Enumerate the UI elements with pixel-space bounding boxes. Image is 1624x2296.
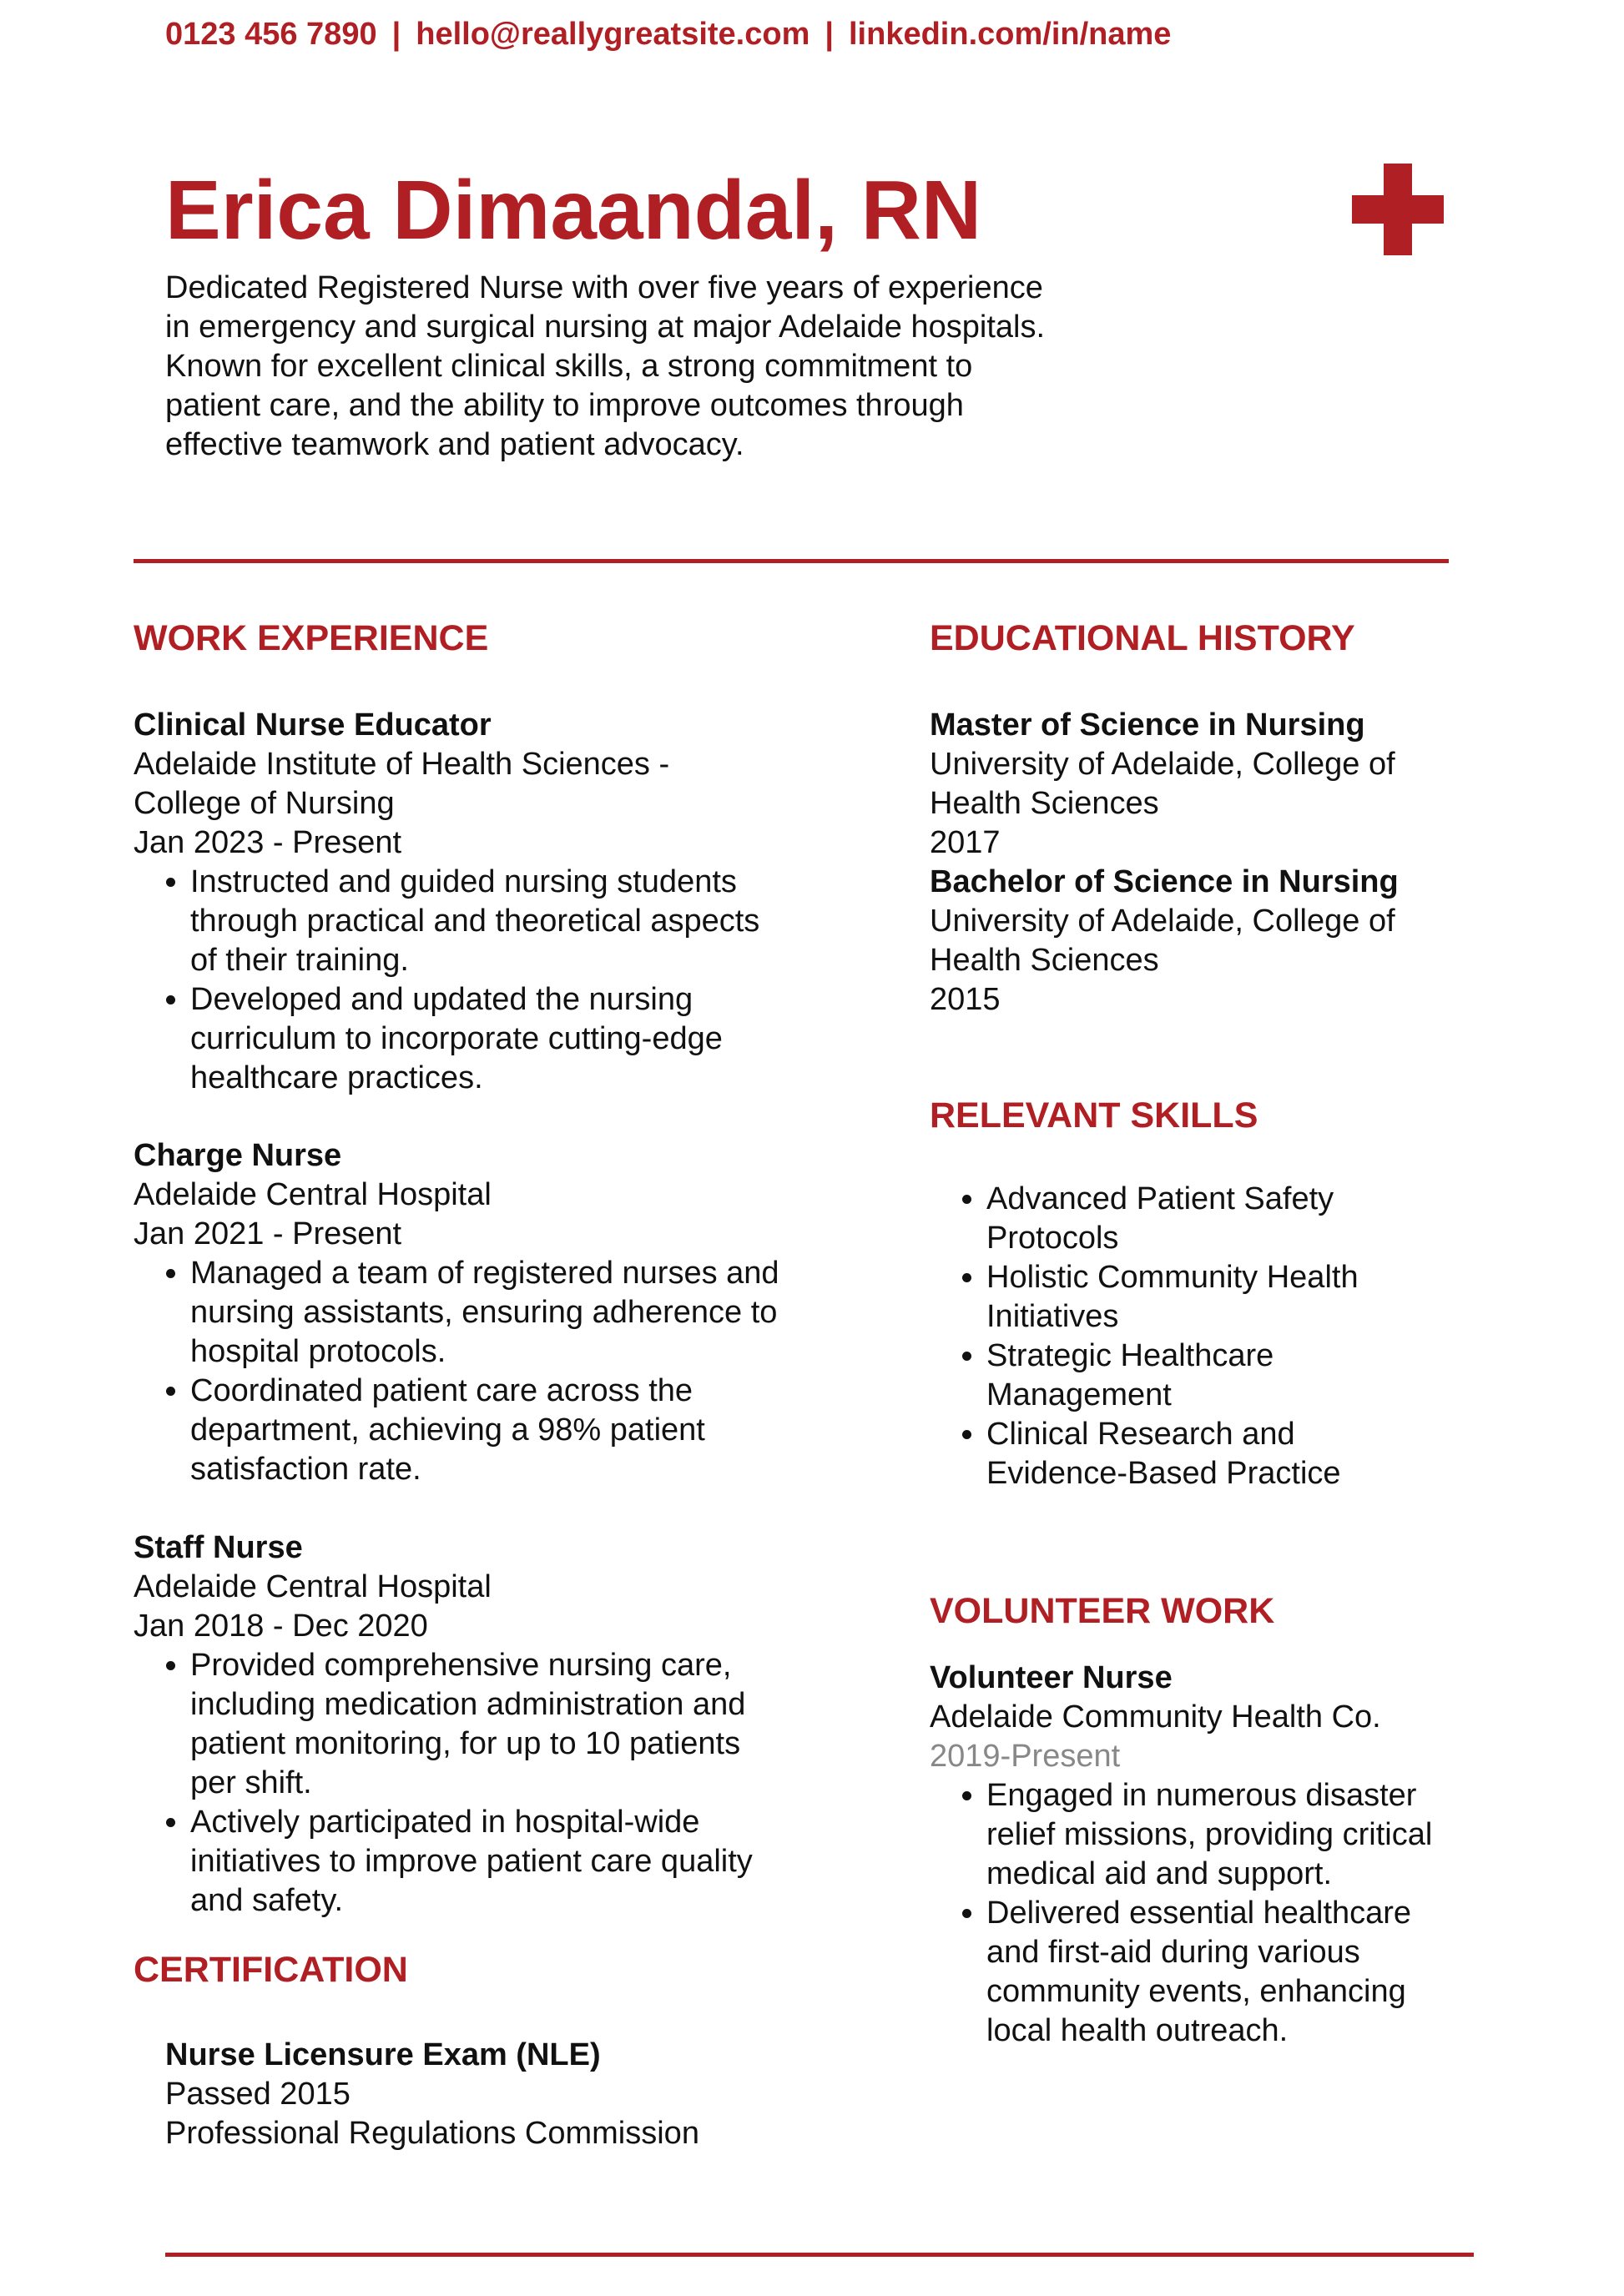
job-bullet-list bbox=[134, 1646, 784, 1921]
volunteer-bullet-list bbox=[930, 1776, 1455, 2051]
job-entry bbox=[134, 1136, 784, 1489]
contact-separator: | bbox=[825, 17, 834, 52]
volunteer-entry bbox=[930, 1659, 1455, 2051]
job-entry bbox=[134, 1528, 784, 1921]
contact-phone[interactable]: 0123 456 7890 bbox=[165, 17, 377, 52]
contact-linkedin[interactable]: linkedin.com/in/name bbox=[849, 17, 1172, 52]
candidate-name: Erica Dimaandal, RN bbox=[165, 164, 982, 257]
job-title: Charge Nurse bbox=[134, 1138, 342, 1173]
education-heading: EDUCATIONAL HISTORY bbox=[930, 618, 1355, 658]
skills-list bbox=[930, 1180, 1397, 1493]
job-dates: Jan 2021 - Present bbox=[134, 1216, 402, 1251]
volunteer-heading: VOLUNTEER WORK bbox=[930, 1591, 1275, 1631]
degree-school: Health Sciences bbox=[930, 943, 1159, 978]
degree-school: University of Adelaide, College of bbox=[930, 904, 1395, 939]
degree-year: 2015 bbox=[930, 982, 1001, 1017]
skill-item: • Advanced Patient Safety Protocols bbox=[986, 1180, 1397, 1258]
job-bullet-list bbox=[134, 1254, 784, 1489]
job-title: Clinical Nurse Educator bbox=[134, 707, 492, 743]
volunteer-dates: 2019-Present bbox=[930, 1739, 1121, 1774]
job-organization: Adelaide Central Hospital bbox=[134, 1569, 492, 1604]
certification-name: Nurse Licensure Exam (NLE) bbox=[165, 2037, 601, 2072]
job-dates: Jan 2018 - Dec 2020 bbox=[134, 1609, 428, 1644]
degree-school: University of Adelaide, College of bbox=[930, 747, 1395, 782]
job-dates: Jan 2023 - Present bbox=[134, 825, 402, 860]
medical-cross-icon bbox=[1352, 164, 1444, 255]
job-bullet-list bbox=[134, 863, 784, 1098]
degree-school: Health Sciences bbox=[930, 786, 1159, 821]
work-experience-heading: WORK EXPERIENCE bbox=[134, 618, 489, 658]
skills-heading: RELEVANT SKILLS bbox=[930, 1095, 1258, 1135]
job-organization: College of Nursing bbox=[134, 786, 395, 821]
volunteer-organization: Adelaide Community Health Co. bbox=[930, 1699, 1381, 1735]
contact-email[interactable]: hello@reallygreatsite.com bbox=[416, 17, 810, 52]
footer-divider bbox=[165, 2253, 1474, 2257]
certification-entry bbox=[165, 2036, 799, 2153]
profile-summary: Dedicated Registered Nurse with over five years of experience in emergency and surgical nursing at major Adelaide hospitals. Known for excellent clinical skills, a strong commitment to patient care, and the ability to improve outcomes through effective teamwork and patient advocacy. bbox=[165, 270, 1046, 462]
job-organization: Adelaide Central Hospital bbox=[134, 1177, 492, 1212]
skill-item: • Clinical Research and Evidence-Based Practice bbox=[986, 1415, 1397, 1493]
job-bullet: • Instructed and guided nursing students through practical and theoretical aspects of their training. bbox=[190, 863, 784, 980]
volunteer-bullet: • Delivered essential healthcare and first-aid during various community events, enhancing local health outreach. bbox=[986, 1894, 1455, 2051]
job-organization: Adelaide Institute of Health Sciences - bbox=[134, 747, 670, 782]
job-entry bbox=[134, 706, 784, 1098]
skills-list-block bbox=[930, 1180, 1397, 1493]
contact-separator: | bbox=[391, 17, 401, 52]
job-bullet: • Coordinated patient care across the department, achieving a 98% patient satisfaction rate. bbox=[190, 1372, 784, 1489]
certification-heading: CERTIFICATION bbox=[134, 1950, 408, 1990]
degree-year: 2017 bbox=[930, 825, 1001, 860]
contact-bar bbox=[165, 17, 1171, 53]
skill-item: • Strategic Healthcare Management bbox=[986, 1337, 1397, 1415]
degree-title: Master of Science in Nursing bbox=[930, 707, 1365, 743]
job-bullet: • Actively participated in hospital-wide initiatives to improve patient care quality and safety. bbox=[190, 1803, 784, 1921]
volunteer-title: Volunteer Nurse bbox=[930, 1660, 1173, 1695]
certification-status: Passed 2015 bbox=[165, 2077, 351, 2112]
job-bullet: • Managed a team of registered nurses and nursing assistants, ensuring adherence to hospital protocols. bbox=[190, 1254, 784, 1372]
job-bullet: • Developed and updated the nursing curriculum to incorporate cutting-edge healthcare practices. bbox=[190, 980, 784, 1098]
certification-issuer: Professional Regulations Commission bbox=[165, 2116, 699, 2151]
degree-title: Bachelor of Science in Nursing bbox=[930, 864, 1399, 899]
header-divider bbox=[134, 559, 1449, 563]
volunteer-bullet: • Engaged in numerous disaster relief missions, providing critical medical aid and support. bbox=[986, 1776, 1455, 1894]
skill-item: • Holistic Community Health Initiatives bbox=[986, 1258, 1397, 1337]
education-entry bbox=[930, 706, 1564, 1020]
job-title: Staff Nurse bbox=[134, 1530, 303, 1565]
job-bullet: • Provided comprehensive nursing care, including medication administration and patient monitoring, for up to 10 patients per shift. bbox=[190, 1646, 784, 1803]
